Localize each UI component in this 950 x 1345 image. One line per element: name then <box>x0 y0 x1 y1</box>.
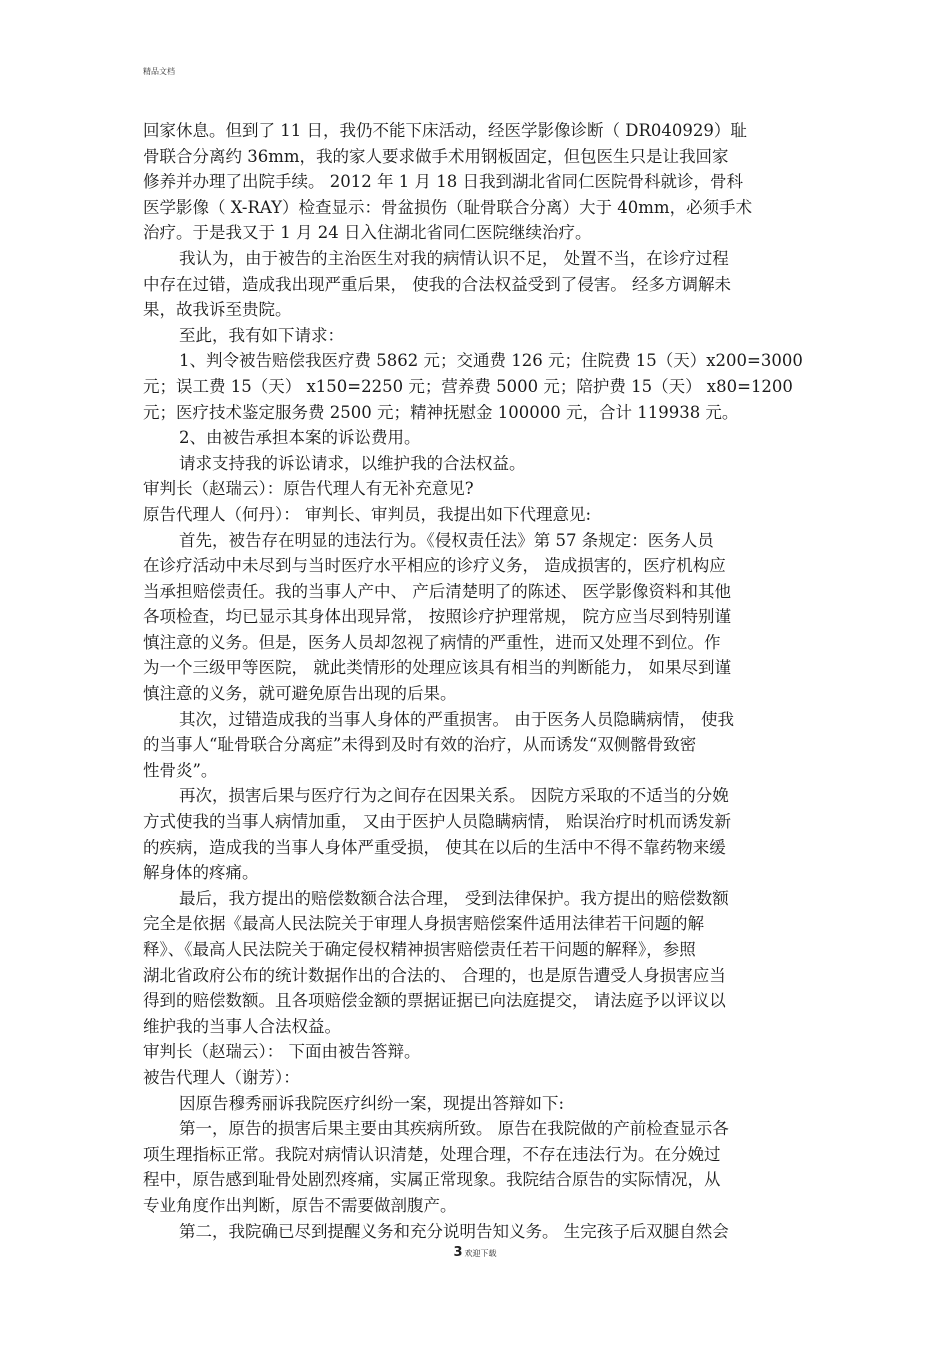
page-number: 3 <box>453 1245 463 1260</box>
text-line: 的当事人“耻骨联合分离症”未得到及时有效的治疗，从而诱发“双侧髂骨致密 <box>143 735 697 755</box>
text-line: 当承担赔偿责任。我的当事人产中、 产后清楚明了的陈述、 医学影像资料和其他 <box>143 581 731 601</box>
text-line: 果，故我诉至贵院。 <box>143 300 292 320</box>
text-line: 元；医疗技术鉴定服务费 2500 元；精神抚慰金 100000 元，合计 119938 元。 <box>143 402 739 422</box>
text-line: 原告代理人（何丹）： 审判长、审判员，我提出如下代理意见: <box>143 504 592 524</box>
text-line: 因原告穆秀丽诉我院医疗纠纷一案，现提出答辩如下: <box>179 1093 565 1113</box>
text-line: 1、判令被告赔偿我医疗费 5862 元；交通费 126 元；住院费 15（天）x200=3000 <box>179 351 803 371</box>
text-line: 维护我的当事人合法权益。 <box>143 1016 341 1036</box>
text-line: 项生理指标正常。我院对病情认识清楚，处理合理，不存在违法行为。在分娩过 <box>143 1144 721 1164</box>
text-line: 各项检查，均已显示其身体出现异常， 按照诊疗护理常规， 院方应当尽到特别谨 <box>143 607 731 627</box>
text-line: 在诊疗活动中未尽到与当时医疗水平相应的诊疗义务， 造成损害的，医疗机构应 <box>143 556 726 576</box>
text-line: 方式使我的当事人病情加重， 又由于医护人员隐瞒病情， 贻误治疗时机而诱发新 <box>143 812 731 832</box>
text-line: 首先，被告存在明显的违法行为。《侵权责任法》第 57 条规定：医务人员 <box>179 530 714 550</box>
text-line: 程中，原告感到耻骨处剧烈疼痛，实属正常现象。我院结合原告的实际情况，从 <box>143 1170 721 1190</box>
text-line: 医学影像（ X-RAY）检查显示：骨盆损伤（耻骨联合分离）大于 40mm，必须手术 <box>143 197 753 217</box>
text-line: 慎注意的义务。但是，医务人员却忽视了病情的严重性，进而又处理不到位。作 <box>143 632 721 652</box>
footer-text: 欢迎下载 <box>464 1249 497 1258</box>
text-line: 为一个三级甲等医院， 就此类情形的处理应该具有相当的判断能力， 如果尽到谨 <box>143 658 731 678</box>
page-footer <box>0 1241 950 1260</box>
text-line: 释》、《最高人民法院关于确定侵权精神损害赔偿责任若干问题的解释》，参照 <box>143 940 696 959</box>
text-line: 被告代理人（谢芳）： <box>143 1067 300 1087</box>
text-line: 中存在过错，造成我出现严重后果， 使我的合法权益受到了侵害。 经多方调解未 <box>143 274 731 294</box>
text-line: 性骨炎”。 <box>143 760 218 780</box>
text-line: 解身体的疼痛。 <box>143 863 259 883</box>
text-line: 元；误工费 15（天） x150=2250 元；营养费 5000 元；陪护费 15（天） x80=1200 <box>143 376 793 396</box>
text-line: 第一，原告的损害后果主要由其疾病所致。 原告在我院做的产前检查显示各 <box>179 1119 729 1139</box>
text-line: 专业角度作出判断，原告不需要做剖腹产。 <box>143 1195 457 1215</box>
text-line: 治疗。于是我又于 1 月 24 日入住湖北省同仁医院继续治疗。 <box>143 223 592 243</box>
text-line: 湖北省政府公布的统计数据作出的合法的、 合理的，也是原告遭受人身损害应当 <box>143 965 726 985</box>
text-line: 修养并办理了出院手续。 2012 年 1 月 18 日我到湖北省同仁医院骨科就诊，骨科 <box>143 172 743 192</box>
text-line: 其次，过错造成我的当事人身体的严重损害。 由于医务人员隐瞒病情， 使我 <box>179 709 734 729</box>
text-line: 2、由被告承担本案的诉讼费用。 <box>179 428 421 448</box>
text-line: 至此，我有如下请求： <box>179 325 344 345</box>
text-line: 骨联合分离约 36mm，我的家人要求做手术用钢板固定，但包医生只是让我回家 <box>143 146 729 166</box>
text-line: 审判长（赵瑞云）： 下面由被告答辩。 <box>143 1042 421 1062</box>
text-line: 的疾病，造成我的当事人身体严重受损， 使其在以后的生活中不得不靠药物来缓 <box>143 837 726 857</box>
text-line: 第二，我院确已尽到提醒义务和充分说明告知义务。 生完孩子后双腿自然会 <box>179 1221 729 1241</box>
text-line: 完全是依据《最高人民法院关于审理人身损害赔偿案件适用法律若干问题的解 <box>143 914 704 934</box>
text-line: 回家休息。但到了 11 日，我仍不能下床活动，经医学影像诊断（ DR040929）耻 <box>143 121 747 140</box>
text-line: 再次，损害后果与医疗行为之间存在因果关系。 因院方采取的不适当的分娩 <box>179 786 729 806</box>
document-body <box>143 118 823 1244</box>
text-line: 我认为，由于被告的主治医生对我的病情认识不足， 处置不当，在诊疗过程 <box>179 248 729 268</box>
text-line: 请求支持我的诉讼请求，以维护我的合法权益。 <box>179 453 526 473</box>
text-line: 慎注意的义务，就可避免原告出现的后果。 <box>143 684 457 704</box>
text-line: 得到的赔偿数额。且各项赔偿金额的票据证据已向法庭提交， 请法庭予以评议以 <box>143 991 726 1011</box>
text-line: 最后，我方提出的赔偿数额合法合理， 受到法律保护。我方提出的赔偿数额 <box>179 888 729 908</box>
page-header-label: 精品文档 <box>143 67 175 76</box>
text-line: 审判长（赵瑞云）：原告代理人有无补充意见? <box>143 479 474 499</box>
